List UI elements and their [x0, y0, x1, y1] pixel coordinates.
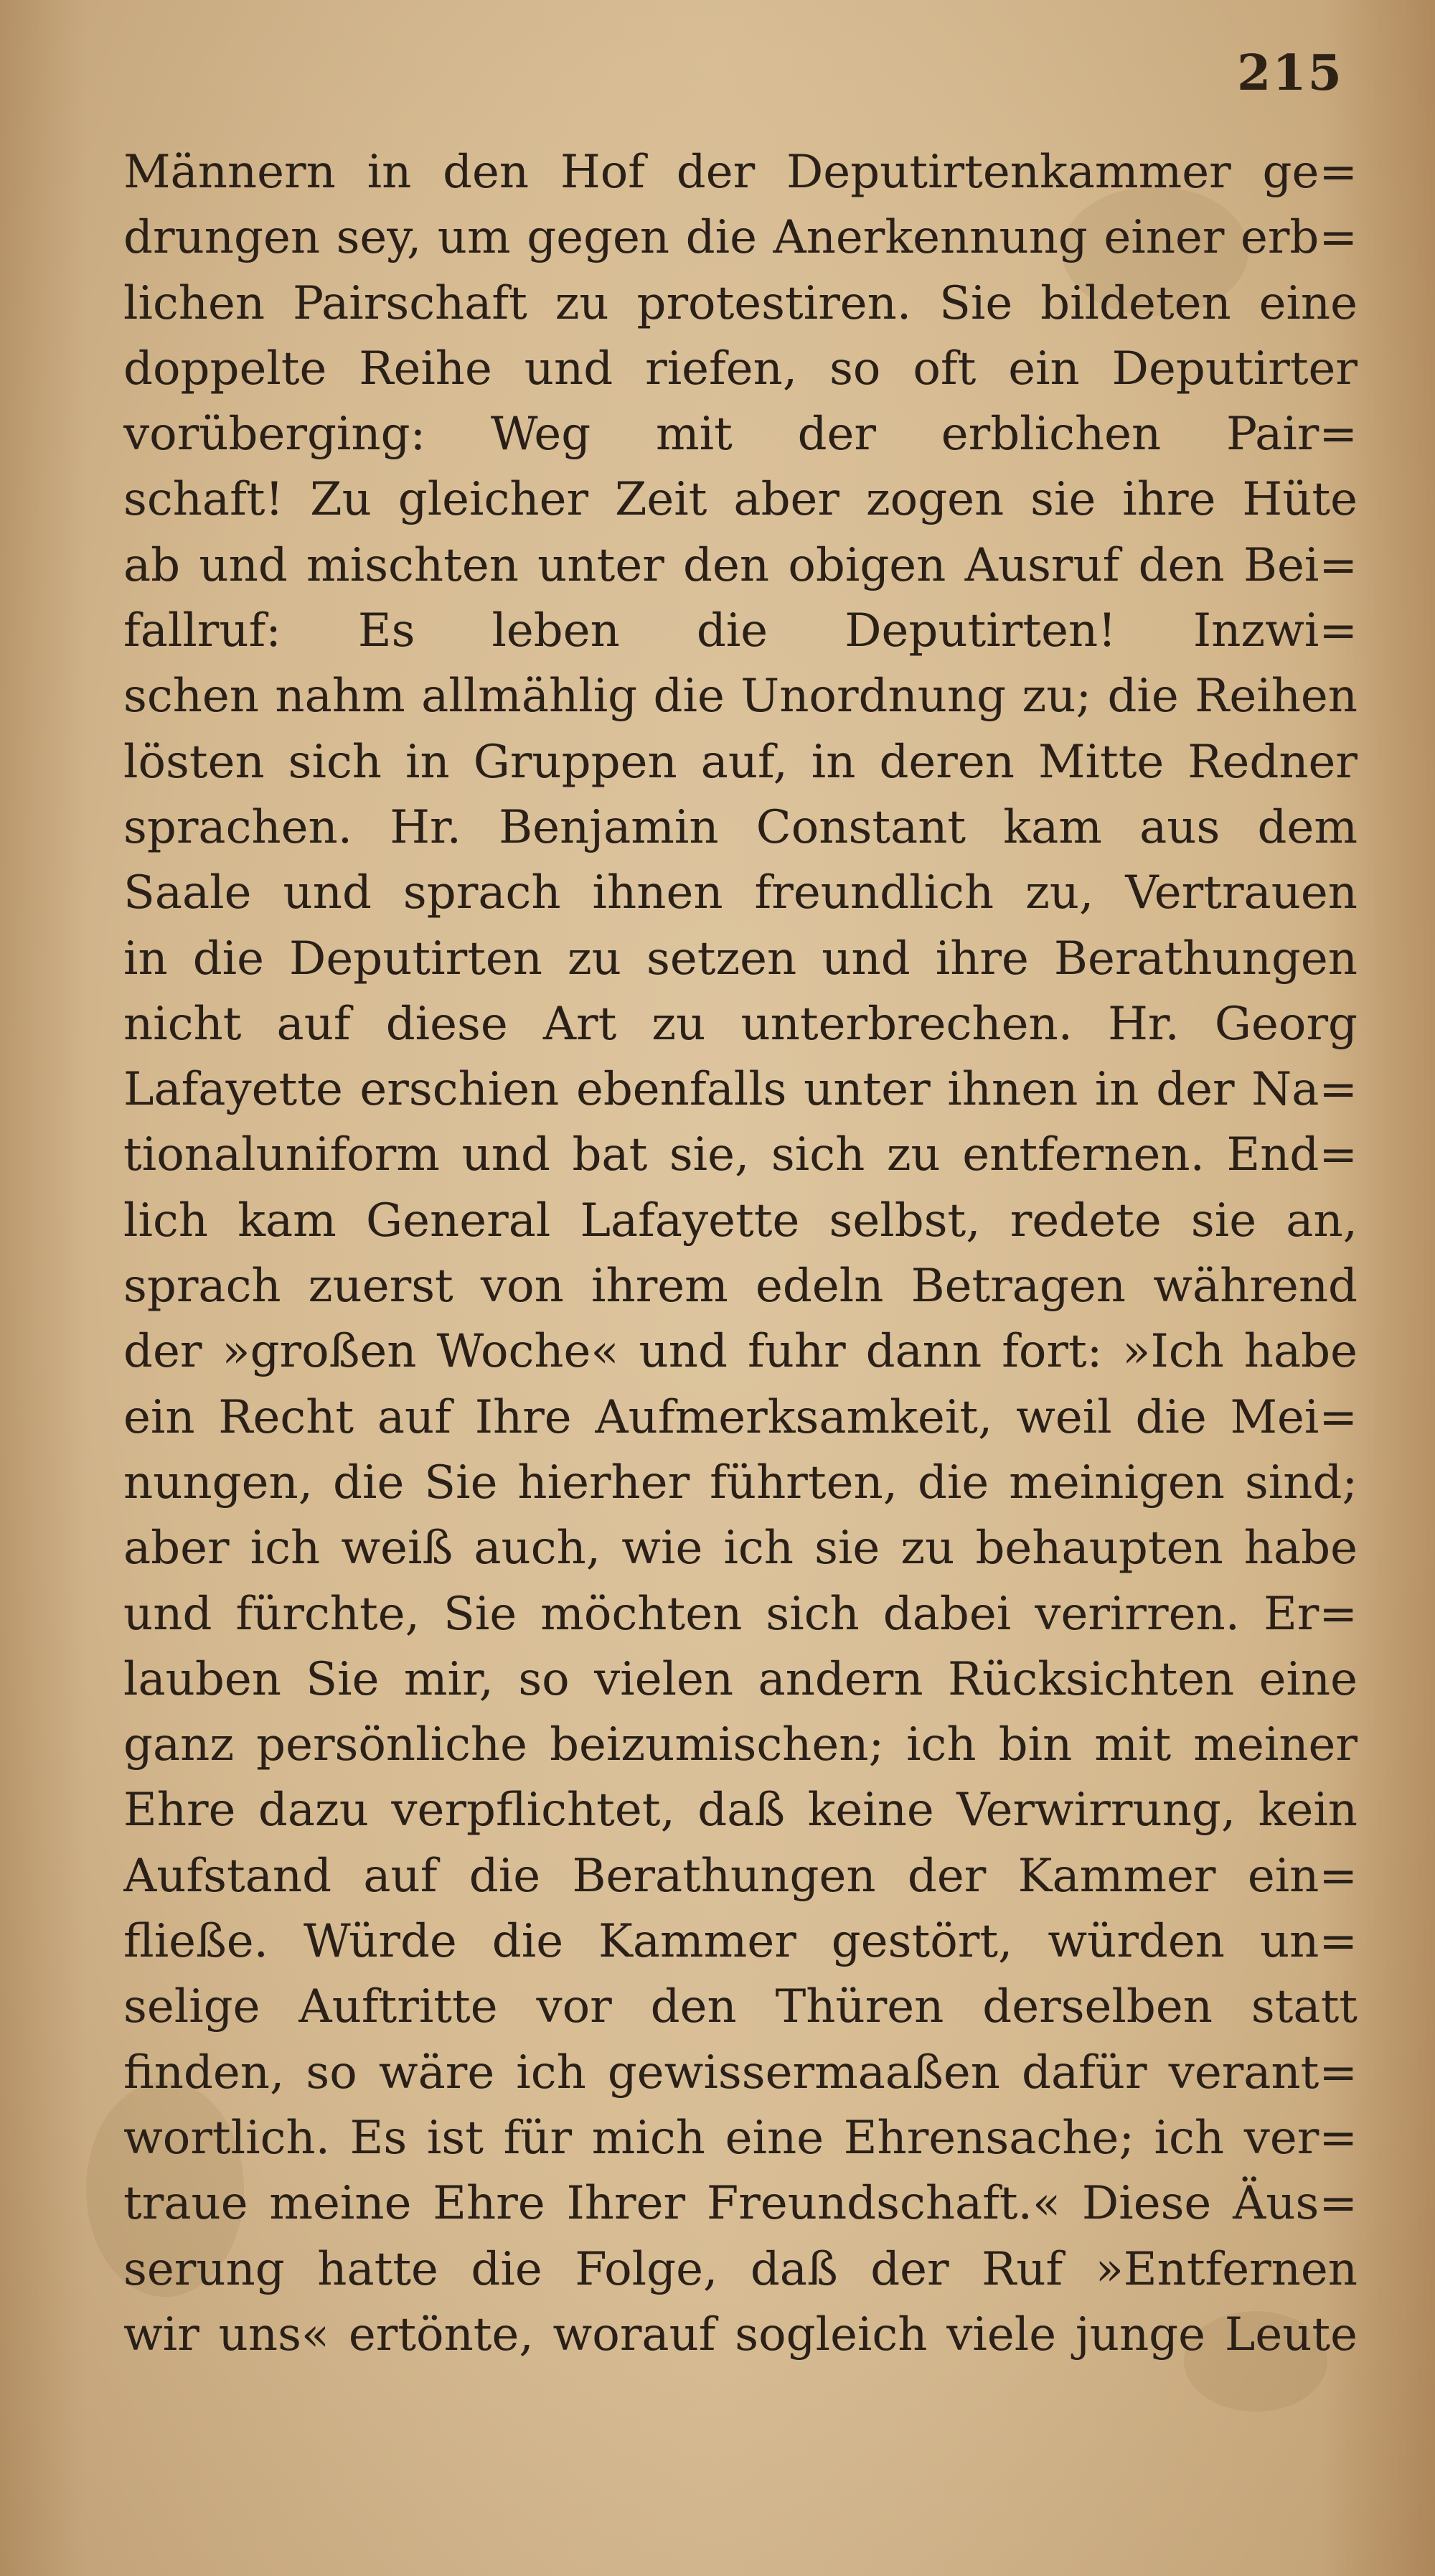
text-line: und fürchte, Sie möchten sich dabei verirren. Er= — [123, 1587, 1358, 1641]
text-line: in die Deputirten zu setzen und ihre Berathungen — [123, 932, 1358, 985]
body-text — [123, 140, 1358, 2368]
page-number: 215 — [1237, 45, 1343, 102]
text-line: wortlich. Es ist für mich eine Ehrensache; ich ver= — [123, 2111, 1358, 2165]
text-line: Männern in den Hof der Deputirtenkammer ge= — [123, 146, 1358, 199]
text-line: lauben Sie mir, so vielen andern Rücksichten eine — [123, 1652, 1358, 1706]
text-line: fließe. Würde die Kammer gestört, würden un= — [123, 1915, 1358, 1969]
text-line: der »großen Woche« und fuhr dann fort: »Ich habe — [123, 1325, 1358, 1379]
text-line: finden, so wäre ich gewissermaaßen dafür verant= — [123, 2046, 1358, 2099]
text-line: wir uns« ertönte, worauf sogleich viele junge Leute — [123, 2308, 1358, 2361]
text-line: sprachen. Hr. Benjamin Constant kam aus dem — [123, 800, 1358, 854]
text-line: ab und mischten unter den obigen Ausruf den Bei= — [123, 538, 1358, 592]
text-line: lichen Pairschaft zu protestiren. Sie bildeten eine — [123, 276, 1358, 330]
text-line: schen nahm allmählig die Unordnung zu; die Reihen — [123, 670, 1358, 723]
text-line: aber ich weiß auch, wie ich sie zu behaupten habe — [123, 1522, 1358, 1575]
text-line: doppelte Reihe und riefen, so oft ein Deputirter — [123, 342, 1358, 395]
text-line: sprach zuerst von ihrem edeln Betragen während — [123, 1260, 1358, 1313]
text-line: tionaluniform und bat sie, sich zu entfernen. End= — [123, 1128, 1358, 1182]
text-line: Ehre dazu verpflichtet, daß keine Verwirrung, kein — [123, 1784, 1358, 1837]
text-line: Lafayette erschien ebenfalls unter ihnen in der Na= — [123, 1063, 1358, 1117]
text-line: serung hatte die Folge, daß der Ruf »Entfernen — [123, 2242, 1358, 2296]
text-line: nicht auf diese Art zu unterbrechen. Hr. Georg — [123, 997, 1358, 1051]
text-line: lich kam General Lafayette selbst, redete sie an, — [123, 1194, 1358, 1247]
text-line: traue meine Ehre Ihrer Freundschaft.« Diese Äus= — [123, 2177, 1358, 2231]
text-line: fallruf: Es leben die Deputirten! Inzwi= — [123, 604, 1358, 658]
text-line: ganz persönliche beizumischen; ich bin mit meiner — [123, 1718, 1358, 1772]
text-line: Saale und sprach ihnen freundlich zu, Vertrauen — [123, 866, 1358, 920]
text-line: nungen, die Sie hierher führten, die meinigen sind; — [123, 1456, 1358, 1509]
text-line: selige Auftritte vor den Thüren derselben statt — [123, 1980, 1358, 2034]
text-line: drungen sey, um gegen die Anerkennung einer erb= — [123, 211, 1358, 265]
text-line: Aufstand auf die Berathungen der Kammer ein= — [123, 1849, 1358, 1903]
text-line: ein Recht auf Ihre Aufmerksamkeit, weil die Mei= — [123, 1390, 1358, 1444]
text-line: schaft! Zu gleicher Zeit aber zogen sie ihre Hüte — [123, 473, 1358, 527]
text-line: vorüberging: Weg mit der erblichen Pair= — [123, 408, 1358, 462]
text-line: lösten sich in Gruppen auf, in deren Mitte Redner — [123, 735, 1358, 789]
